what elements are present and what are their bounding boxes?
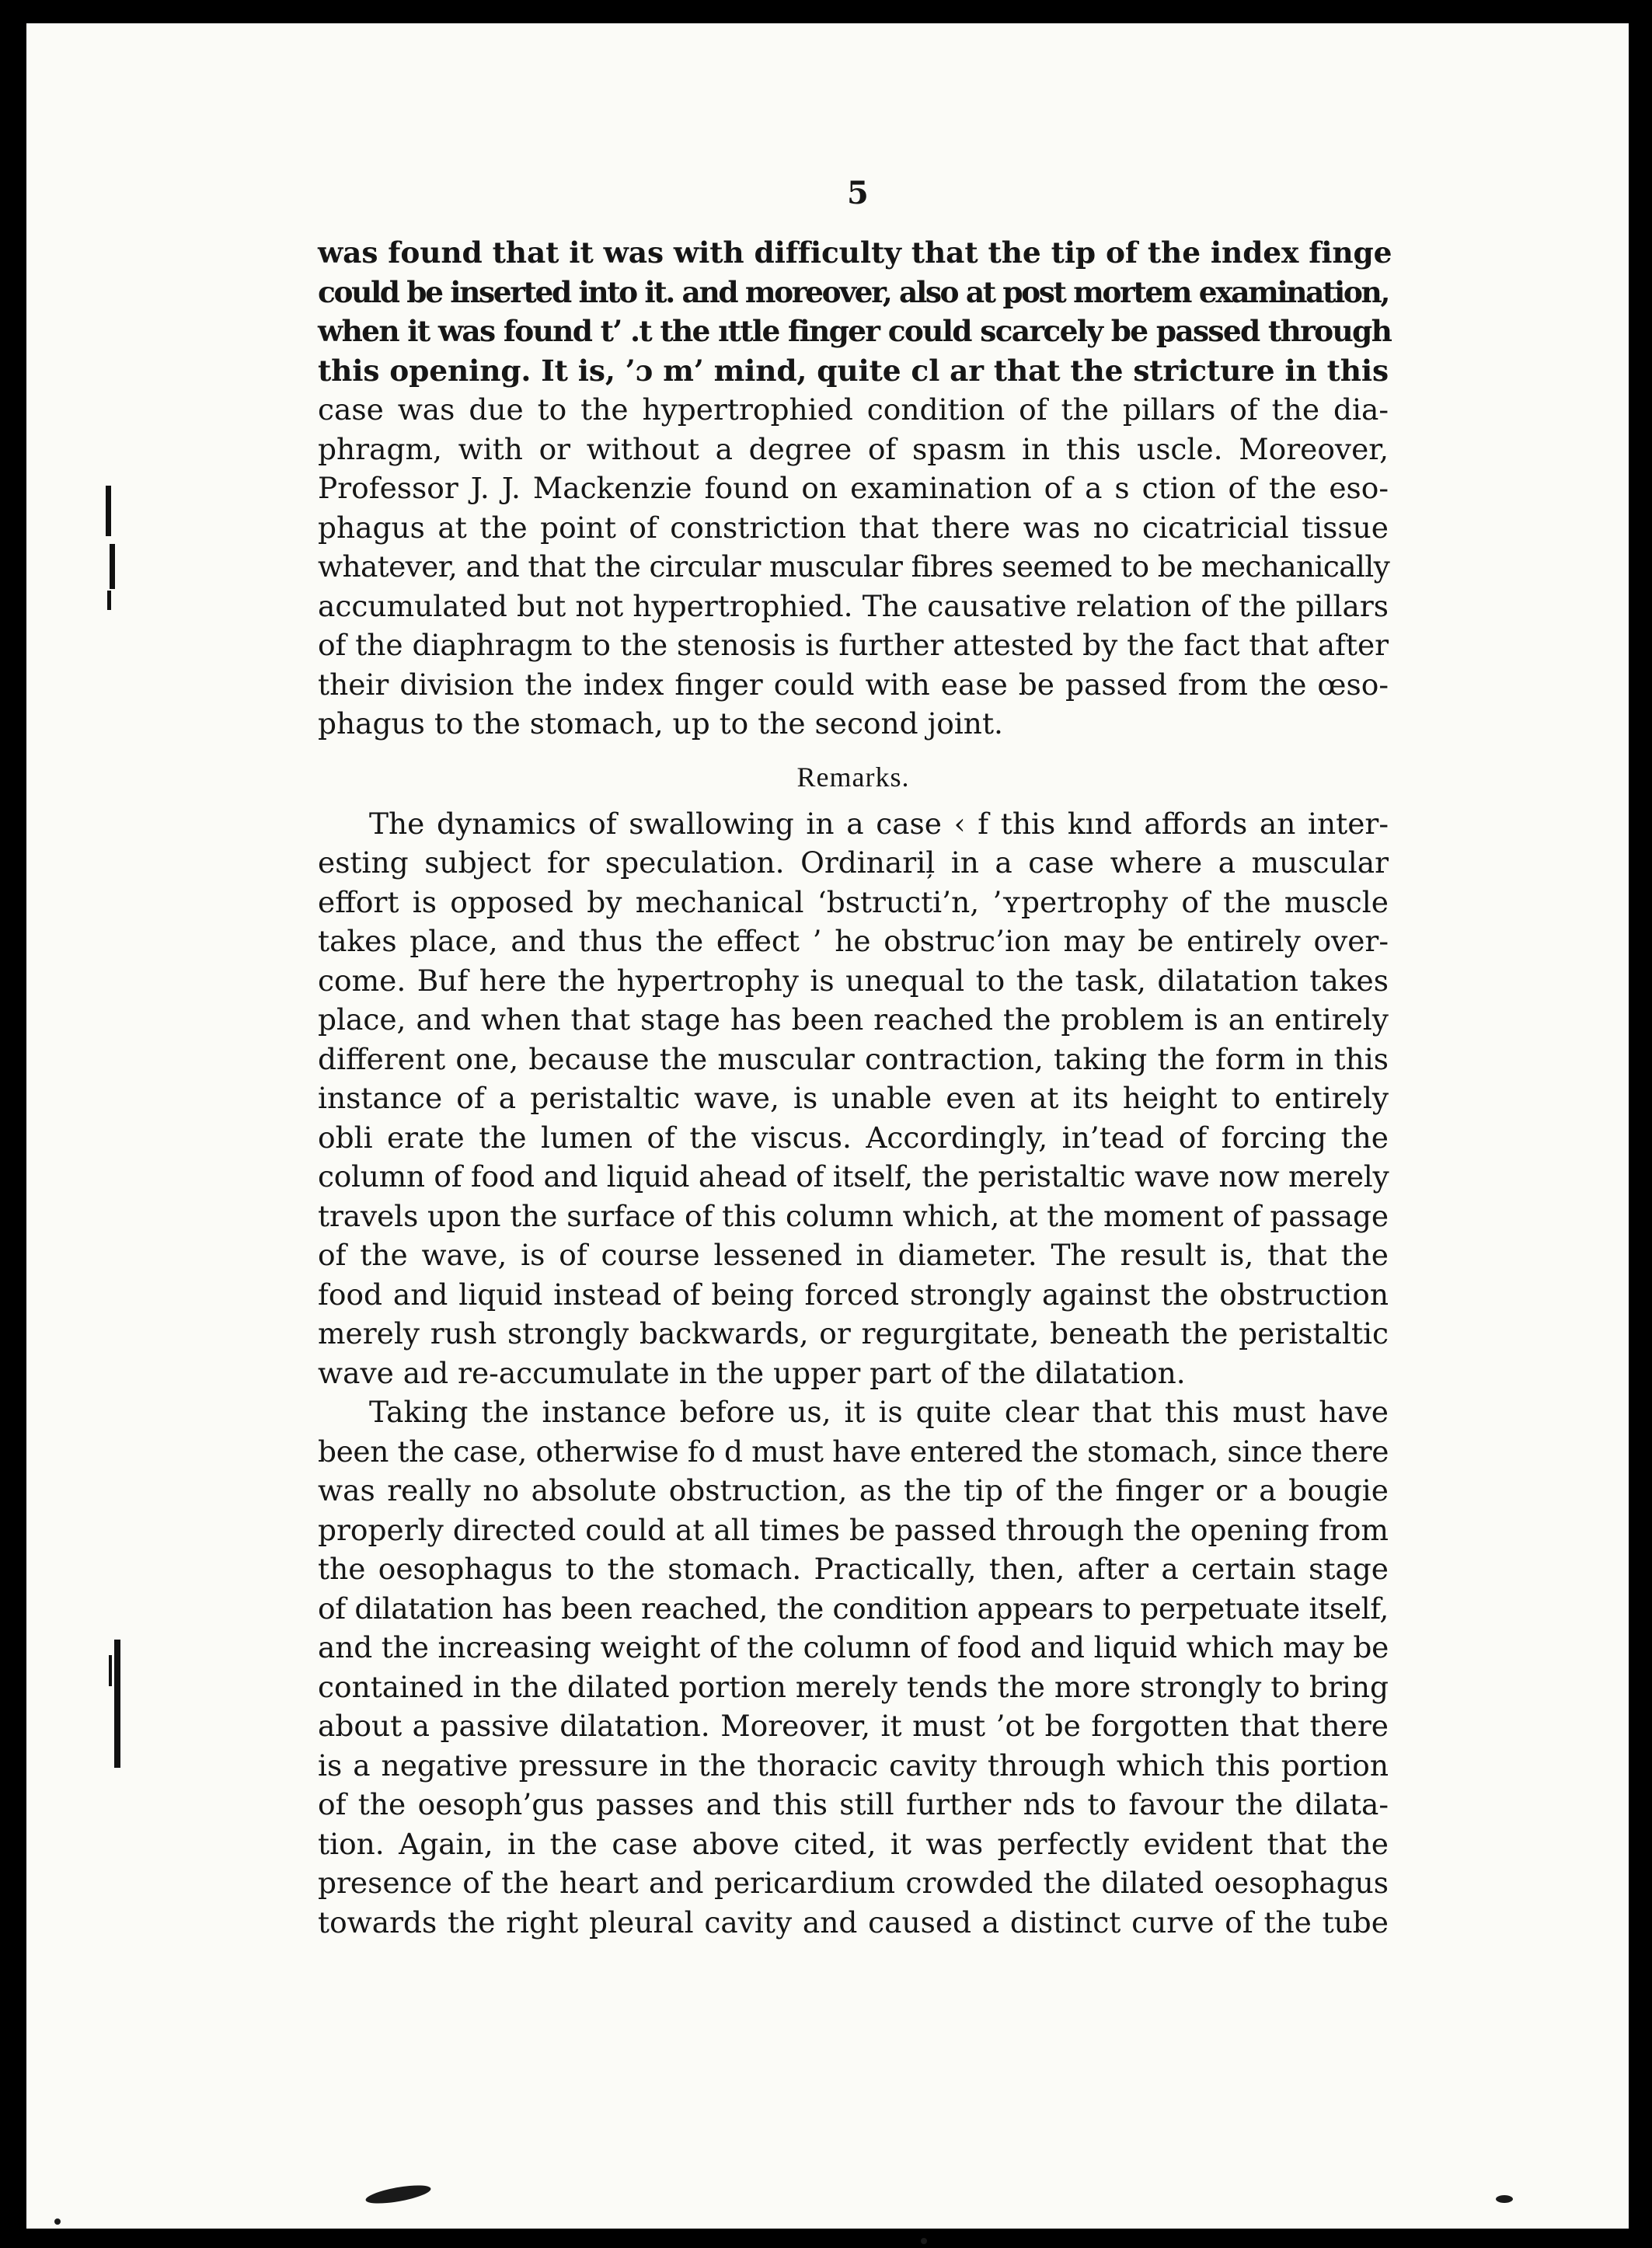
text-line: come. Buf here the hypertrophy is unequal to the task, dilatation takes (318, 963, 1389, 998)
text-line: obli erate the lumen of the viscus. Accordingly, in’tead of forcing the (318, 1120, 1389, 1155)
margin-mark (109, 1655, 112, 1686)
text-line: of dilatation has been reached, the condition appears to perpetuate itself, (318, 1591, 1389, 1626)
scan-speck (1496, 2195, 1513, 2203)
text-line: merely rush strongly backwards, or regurgitate, beneath the peristaltic (318, 1316, 1389, 1351)
paragraph-2 (318, 804, 1389, 1393)
text-line: place, and when that stage has been reached the problem is an entirely (318, 1002, 1389, 1037)
text-line: travels upon the surface of this column which, at the moment of passage (318, 1198, 1389, 1233)
text-line: contained in the dilated portion merely tends the more strongly to bring (318, 1669, 1389, 1704)
scan-speck (921, 2238, 927, 2244)
text-line: effort is opposed by mechanical ‘bstructi’n, ’ʏpertrophy of the muscle (318, 884, 1389, 919)
text-line: column of food and liquid ahead of itself, the peristaltic wave now merely (318, 1159, 1389, 1194)
body-text (318, 233, 1392, 1942)
text-line: Taking the instance before us, it is quite clear that this must have (369, 1395, 1389, 1429)
text-line: is a negative pressure in the thoracic cavity through which this portion (318, 1748, 1389, 1783)
text-line: tion. Again, in the case above cited, it was perfectly evident that the (318, 1826, 1389, 1861)
text-line: accumulated but not hypertrophied. The causative relation of the pillars (318, 588, 1389, 623)
paragraph-3 (318, 1392, 1389, 1942)
text-line: of the wave, is of course lessened in diameter. The result is, that the (318, 1238, 1389, 1272)
margin-mark (107, 591, 111, 610)
text-line: was found that it was with difficulty that the tip of the index finge (318, 235, 1392, 270)
text-line: properly directed could at all times be passed through the opening from (318, 1512, 1389, 1547)
text-line: different one, because the muscular contraction, taking the form in this (318, 1041, 1389, 1076)
page-number: 5 (847, 175, 869, 211)
text-line: when it was found t’ .t the ıttle finger could scarcely be passed through (318, 314, 1392, 348)
text-line: and the increasing weight of the column of food and liquid which may be (318, 1630, 1389, 1664)
text-line: The dynamics of swallowing in a case ‹ f this kınd affords an inter- (369, 806, 1389, 841)
text-line: of the diaphragm to the stenosis is further attested by the fact that after (318, 628, 1389, 662)
section-heading: Remarks. (796, 761, 910, 793)
text-line: phagus at the point of constriction that there was no cicatricial tissue (318, 510, 1389, 545)
text-line: this opening. It is, ’ɔ m’ mind, quite cl ar that the stricture in this (318, 353, 1389, 388)
text-line: was really no absolute obstruction, as the tip of the finger or a bougie (318, 1473, 1389, 1507)
text-line: food and liquid instead of being forced strongly against the obstruction (318, 1277, 1389, 1312)
margin-mark (110, 544, 115, 589)
text-line: case was due to the hypertrophied condition of the pillars of the dia- (318, 392, 1389, 427)
text-line: of the oesoph’gus passes and this still further nds to favour the dilata- (318, 1787, 1389, 1821)
scan-speck (54, 2218, 61, 2225)
text-line: presence of the heart and pericardium crowded the dilated oesophagus (318, 1866, 1389, 1900)
text-line: Professor J. J. Mackenzie found on examination of a s ction of the eso- (318, 471, 1389, 505)
paragraph-1 (318, 233, 1392, 744)
text-line: phagus to the stomach, up to the second joint. (318, 706, 1003, 741)
text-line: takes place, and thus the effect ’ he obstruc’ion may be entirely over- (318, 924, 1389, 958)
text-line: about a passive dilatation. Moreover, it must ’ot be forgotten that there (318, 1709, 1389, 1743)
text-line: esting subject for speculation. Ordinariļ in a case where a muscular (318, 845, 1389, 880)
text-line: instance of a peristaltic wave, is unable even at its height to entirely (318, 1081, 1389, 1115)
text-line: wave aıd re-accumulate in the upper part of the dilatation. (318, 1355, 1186, 1390)
text-line: whatever, and that the circular muscular fibres seemed to be mechanically (318, 549, 1390, 584)
margin-mark (106, 486, 111, 536)
margin-mark (114, 1640, 120, 1768)
text-line: their division the index finger could with ease be passed from the œso- (318, 667, 1389, 702)
text-line: been the case, otherwise fo d must have entered the stomach, since there (318, 1434, 1389, 1469)
text-line: the oesophagus to the stomach. Practically, then, after a certain stage (318, 1552, 1389, 1586)
text-line: could be inserted into it. and moreover, also at post mortem examination, (318, 274, 1389, 309)
text-line: towards the right pleural cavity and caused a distinct curve of the tube (318, 1905, 1389, 1940)
text-line: phragm, with or without a degree of spasm in this uscle. Moreover, (318, 431, 1389, 466)
